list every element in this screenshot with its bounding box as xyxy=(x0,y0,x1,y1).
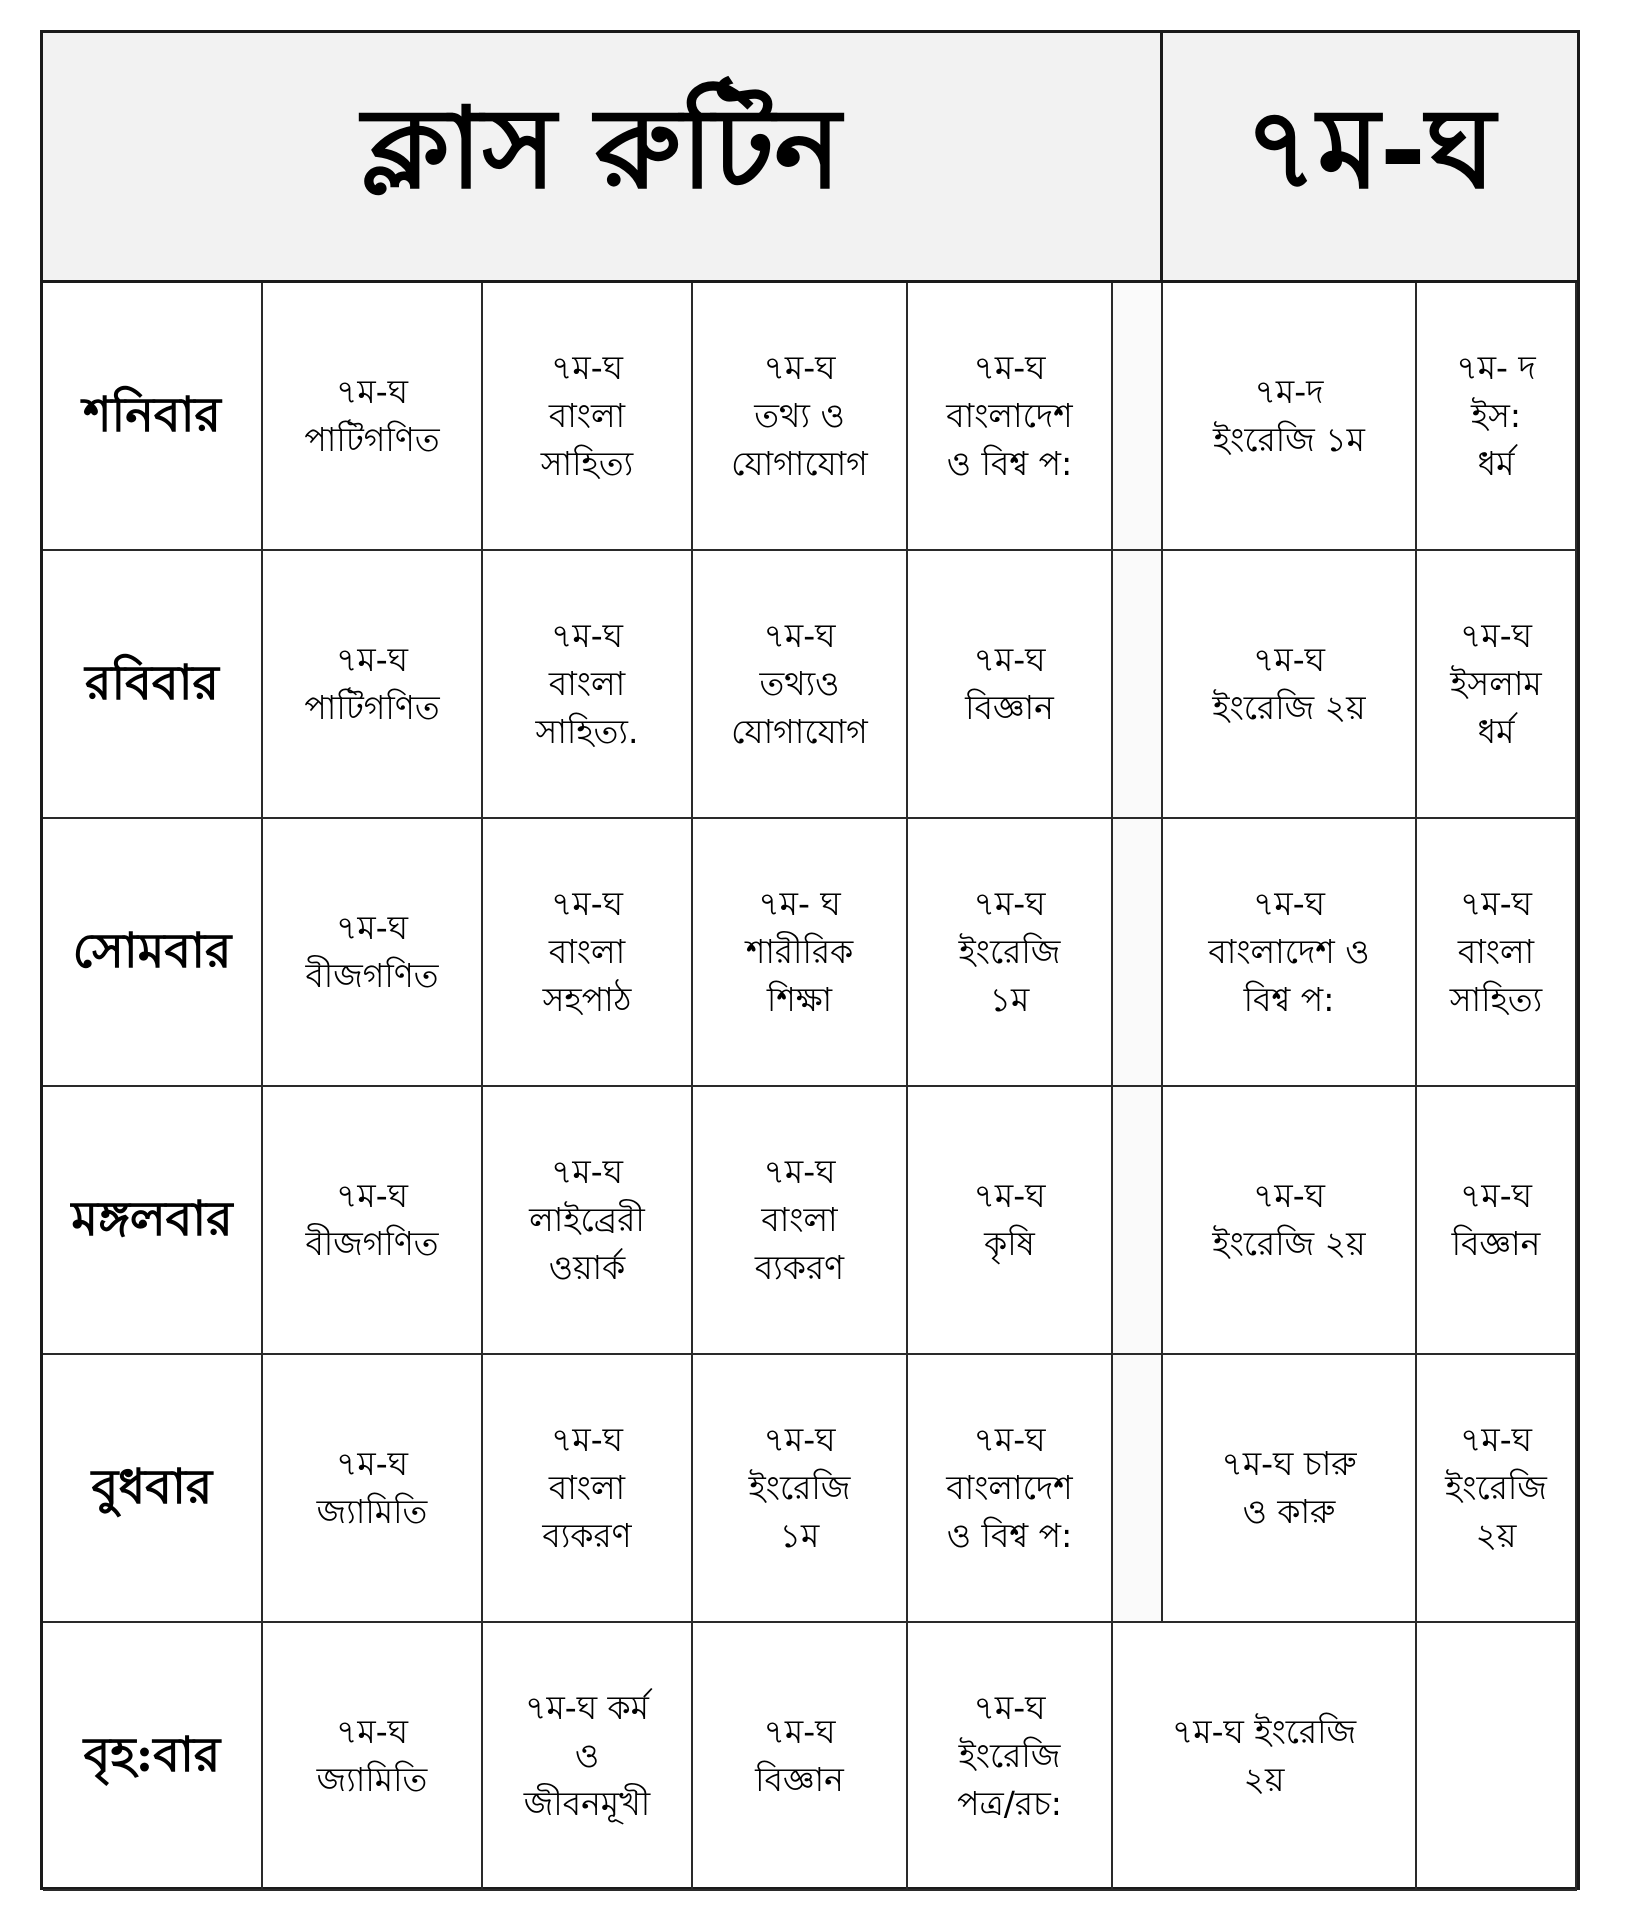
period-cell: ৭ম-ঘ পাটিগণিত xyxy=(263,551,483,819)
routine-sheet xyxy=(40,30,1580,1890)
period-cell: ৭ম-ঘ বিজ্ঞান xyxy=(908,551,1113,819)
period-cell: ৭ম-ঘ বাংলা ব্যকরণ xyxy=(693,1087,908,1355)
period-cell: ৭ম-ঘ কর্ম ও জীবনমূখী xyxy=(483,1623,693,1891)
period-cell: ৭ম-ঘ ইংরেজি ২য় xyxy=(1163,1087,1417,1355)
period-cell: ৭ম-ঘ কৃষি xyxy=(908,1087,1113,1355)
period-cell-empty xyxy=(1417,1623,1577,1891)
period-cell: ৭ম-ঘ তথ্য ও যোগাযোগ xyxy=(693,283,908,551)
period-cell: ৭ম-ঘ ইংরেজি ১ম xyxy=(908,819,1113,1087)
period-cell: ৭ম-ঘ বীজগণিত xyxy=(263,1087,483,1355)
day-label: শনিবার xyxy=(43,283,263,551)
period-cell: ৭ম-ঘ পাটিগণিত xyxy=(263,283,483,551)
day-label: বৃহ:বার xyxy=(43,1623,263,1891)
period-cell: ৭ম-ঘ লাইব্রেরী ওয়ার্ক xyxy=(483,1087,693,1355)
class-section-label: ৭ম-ঘ xyxy=(1163,33,1577,283)
period-cell: ৭ম-ঘ জ্যামিতি xyxy=(263,1355,483,1623)
period-cell: ৭ম-ঘ বাংলাদেশ ও বিশ্ব প: xyxy=(1163,819,1417,1087)
period-cell: ৭ম-ঘ ইসলাম ধর্ম xyxy=(1417,551,1577,819)
period-cell: ৭ম-দ ইংরেজি ১ম xyxy=(1163,283,1417,551)
period-cell: ৭ম-ঘ বিজ্ঞান xyxy=(693,1623,908,1891)
period-cell: ৭ম-ঘ চারু ও কারু xyxy=(1163,1355,1417,1623)
period-cell: ৭ম-ঘ বাংলাদেশ ও বিশ্ব প: xyxy=(908,283,1113,551)
period-cell: ৭ম-ঘ বাংলা সাহিত্য xyxy=(1417,819,1577,1087)
period-cell: ৭ম-ঘ বাংলা সাহিত্য. xyxy=(483,551,693,819)
break-column xyxy=(1113,819,1163,1087)
day-label: সোমবার xyxy=(43,819,263,1087)
period-cell: ৭ম-ঘ ইংরেজি ১ম xyxy=(693,1355,908,1623)
routine-title: ক্লাস রুটিন xyxy=(43,33,1163,283)
day-label: রবিবার xyxy=(43,551,263,819)
break-column xyxy=(1113,1087,1163,1355)
period-cell: ৭ম-ঘ বাংলাদেশ ও বিশ্ব প: xyxy=(908,1355,1113,1623)
period-cell: ৭ম-ঘ বাংলা সহপাঠ xyxy=(483,819,693,1087)
period-cell: ৭ম-ঘ ইংরেজি পত্র/রচ: xyxy=(908,1623,1113,1891)
period-cell: ৭ম- দ ইস: ধর্ম xyxy=(1417,283,1577,551)
period-cell: ৭ম- ঘ শারীরিক শিক্ষা xyxy=(693,819,908,1087)
break-column xyxy=(1113,283,1163,551)
break-column xyxy=(1113,1355,1163,1623)
period-cell: ৭ম-ঘ তথ্যও যোগাযোগ xyxy=(693,551,908,819)
day-label: মঙ্গলবার xyxy=(43,1087,263,1355)
period-cell: ৭ম-ঘ বিজ্ঞান xyxy=(1417,1087,1577,1355)
period-cell: ৭ম-ঘ বাংলা ব্যকরণ xyxy=(483,1355,693,1623)
period-cell: ৭ম-ঘ বীজগণিত xyxy=(263,819,483,1087)
period-cell: ৭ম-ঘ ইংরেজি ২য় xyxy=(1163,551,1417,819)
break-column xyxy=(1113,551,1163,819)
period-cell: ৭ম-ঘ ইংরেজি ২য় xyxy=(1417,1355,1577,1623)
period-cell: ৭ম-ঘ জ্যামিতি xyxy=(263,1623,483,1891)
period-cell: ৭ম-ঘ বাংলা সাহিত্য xyxy=(483,283,693,551)
period-cell: ৭ম-ঘ ইংরেজি ২য় xyxy=(1113,1623,1417,1891)
day-label: বুধবার xyxy=(43,1355,263,1623)
